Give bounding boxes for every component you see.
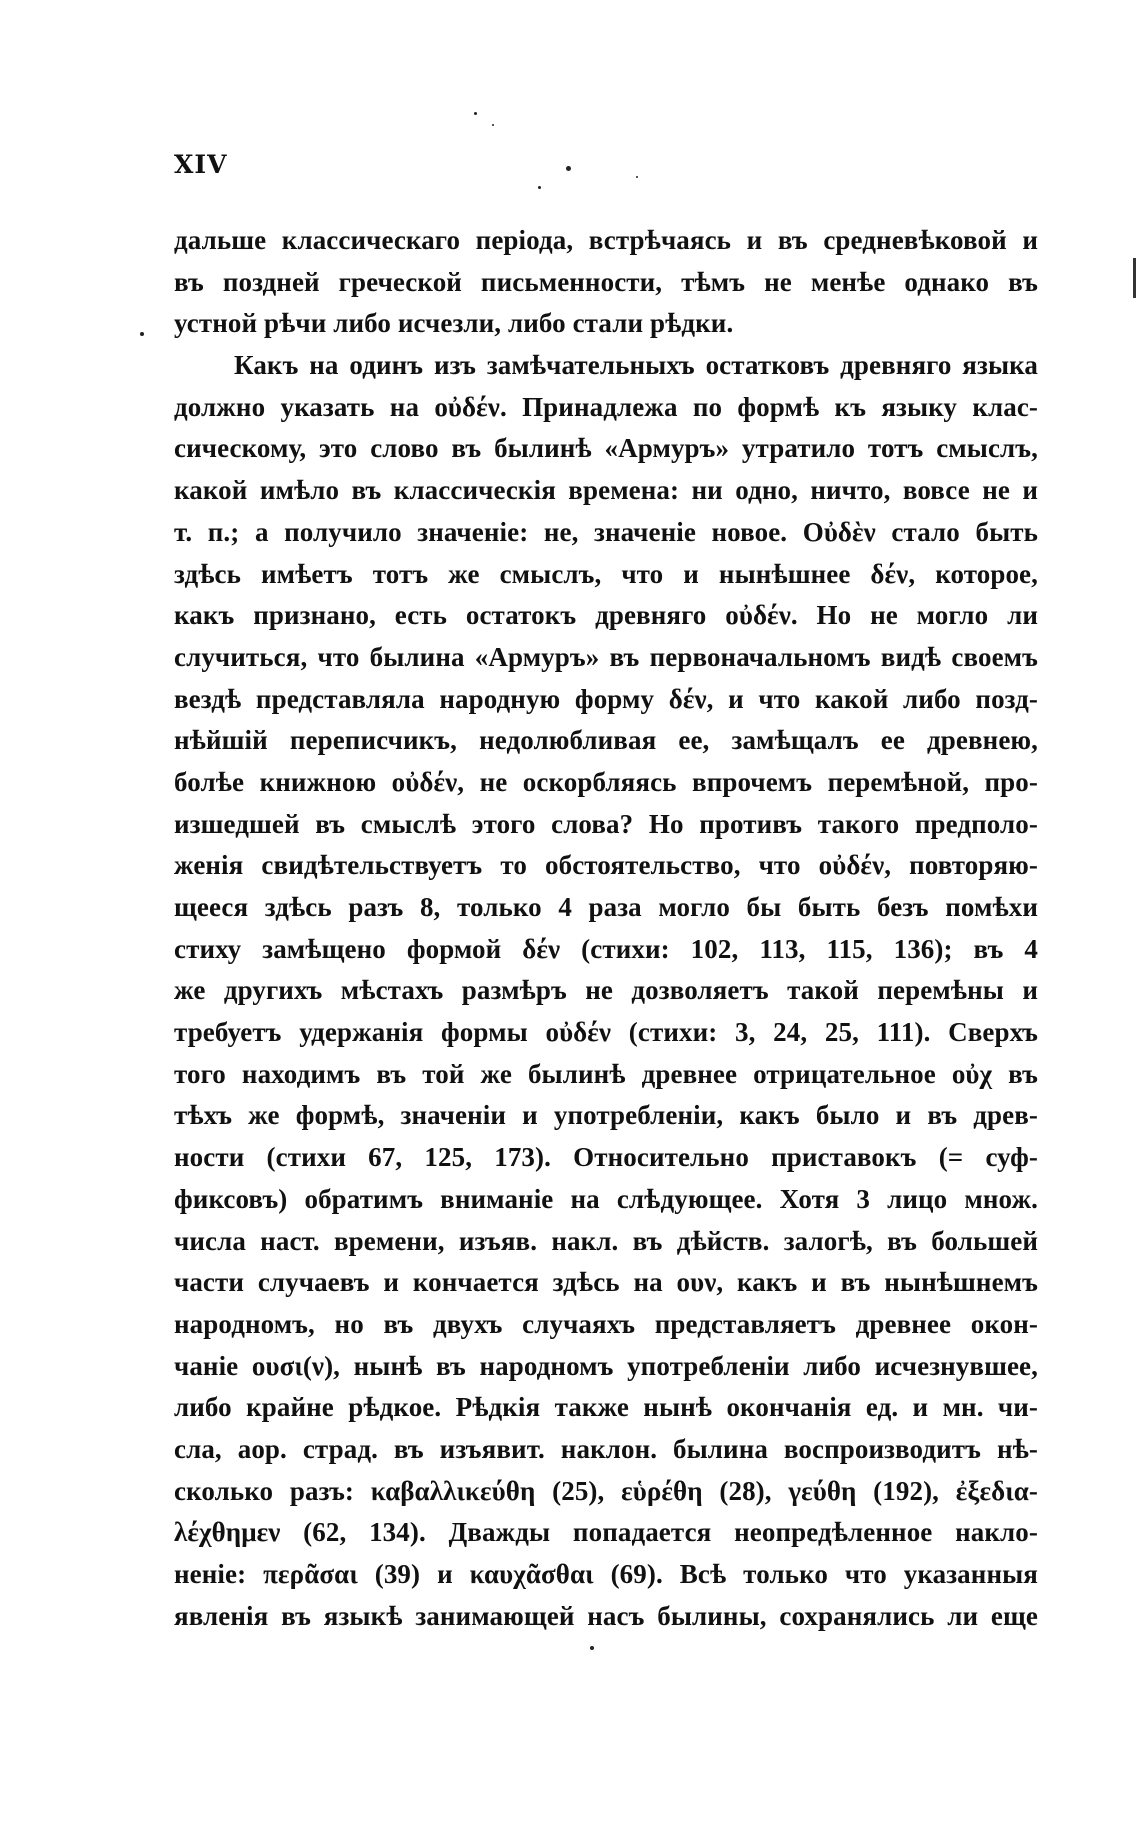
text-line: сическому, это слово въ былинѣ «Армуръ» утратило тотъ смыслъ, [174, 433, 1038, 464]
text-line: либо крайне рѣдкое. Рѣдкія также нынѣ окончанія ед. и мн. чи- [174, 1392, 1038, 1423]
text-line: женія свидѣтельствуетъ то обстоятельство, что οὐδέν, повторяю- [174, 850, 1038, 881]
text-line: числа наст. времени, изъяв. накл. въ дѣйств. залогѣ, въ большей [174, 1225, 1038, 1256]
text-line: сколько разъ: καβαλλικεύθη (25), εὑρέθη (28), γεύθη (192), ἐξεδια- [174, 1475, 1038, 1506]
text-line: фиксовъ) обратимъ вниманіе на слѣдующее. Хотя 3 лицо множ. [174, 1183, 1038, 1214]
text-line: Какъ на одинъ изъ замѣчательныхъ остатковъ древняго языка [234, 350, 1038, 381]
text-line: случиться, что былина «Армуръ» въ первоначальномъ видѣ своемъ [174, 641, 1038, 672]
text-line: λέχθημεν (62, 134). Дважды попадается неопредѣленное накло- [174, 1517, 1038, 1548]
text-line: народномъ, но въ двухъ случаяхъ представляетъ древнее окон- [174, 1308, 1038, 1339]
text-line: болѣе книжною οὐδέν, не оскорбляясь впрочемъ перемѣной, про- [174, 766, 1038, 797]
scan-speck [140, 332, 144, 336]
text-line: сла, аор. страд. въ изъявит. наклон. былина воспроизводитъ нѣ- [174, 1433, 1038, 1464]
text-line: ности (стихи 67, 125, 173). Относительно приставокъ (= суф- [174, 1142, 1038, 1173]
scan-speck [566, 166, 571, 171]
text-line: нѣйшій переписчикъ, недолюбливая ее, замѣщалъ ее древнею, [174, 725, 1038, 756]
scan-speck [538, 186, 541, 189]
text-line: т. п.; а получило значеніе: не, значеніе новое. Οὐδὲν стало быть [174, 516, 1038, 547]
scan-speck [590, 1646, 594, 1650]
body-text [174, 220, 1038, 1637]
text-line: какой имѣло въ классическія времена: ни одно, ничто, вовсе не и [174, 475, 1038, 506]
text-line: неніе: περᾶσαι (39) и καυχᾶσθαι (69). Всѣ только что указанныя [174, 1559, 1038, 1589]
scan-speck [474, 112, 477, 115]
text-line: стиху замѣщено формой δέν (стихи: 102, 113, 115, 136); въ 4 [174, 933, 1038, 964]
text-line: устной рѣчи либо исчезли, либо стали рѣдки. [174, 308, 734, 339]
text-line: здѣсь имѣетъ тотъ же смыслъ, что и нынѣшнее δέν, которое, [174, 558, 1038, 589]
text-line: части случаевъ и кончается здѣсь на ουν, какъ и въ нынѣшнемъ [174, 1267, 1038, 1298]
text-line: какъ признано, есть остатокъ древняго οὐδέν. Но не могло ли [174, 600, 1038, 631]
text-line: дальше классическаго періода, встрѣчаясь и въ средневѣковой и [174, 225, 1038, 255]
text-line: того находимъ въ той же былинѣ древнее отрицательное οὐχ въ [174, 1058, 1038, 1089]
text-line: явленія въ языкѣ занимающей насъ былины, сохранялись ли еще [174, 1600, 1038, 1631]
page-number: XIV [174, 150, 228, 179]
scan-speck [492, 124, 494, 126]
text-line: должно указать на οὐδέν. Принадлежа по формѣ къ языку клас- [174, 391, 1038, 422]
text-line: чаніе ουσι(ν), нынѣ въ народномъ употребленіи либо исчезнувшее, [174, 1350, 1038, 1381]
text-line: вездѣ представляла народную форму δέν, и что какой либо позд- [174, 683, 1038, 714]
text-line: щееся здѣсь разъ 8, только 4 раза могло бы быть безъ помѣхи [174, 892, 1038, 922]
scan-speck [636, 176, 638, 178]
text-line: въ поздней греческой письменности, тѣмъ не менѣе однако въ [174, 266, 1038, 297]
text-line: же другихъ мѣстахъ размѣръ не дозволяетъ такой перемѣны и [174, 975, 1038, 1006]
text-line: изшедшей въ смыслѣ этого слова? Но противъ такого предполо- [174, 808, 1038, 839]
text-line: требуетъ удержанія формы οὐδέν (стихи: 3, 24, 25, 111). Сверхъ [174, 1017, 1038, 1048]
text-line: тѣхъ же формѣ, значеніи и употребленіи, какъ было и въ древ- [174, 1100, 1038, 1131]
scan-edge-mark [1133, 258, 1136, 298]
